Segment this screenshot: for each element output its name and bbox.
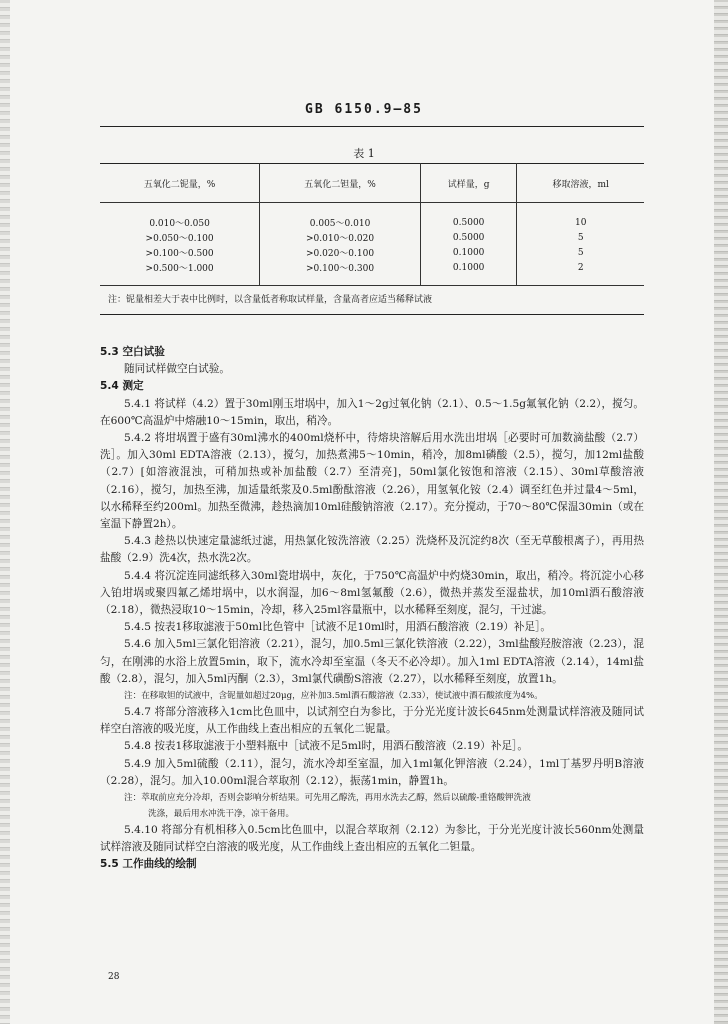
standard-header: GB 6150.9—85 <box>305 102 423 117</box>
table-cell: 0.010～0.050 <box>149 219 210 229</box>
paragraph-5-4-2: 5.4.2 将坩埚置于盛有30ml沸水的400ml烧杯中，待熔块溶解后用水洗出坩埚［必要时可加数滴盐酸（2.7）洗］。加入30ml EDTA溶液（2.13），搅匀，加热煮沸5～10min，稍冷，加8ml磷酸（2.5），搅匀，加12ml盐酸（2.7）[如溶液混浊，可稍加热或补加盐酸（2.7）至清亮]，50ml氯化铵饱和溶液（2.15）、30ml草酸溶液（2.16），搅匀，加热至沸，加适量纸浆及0.5ml酚酞溶液（2.26），用氢氧化铵（2.4）调至红色并过量4～5ml，以水稀释至约200ml。加热至微沸，趁热滴加10ml硅酸钠溶液（2.17）。充分搅动，于70～80℃保温30min（或在室温下静置2h）。 <box>100 432 644 531</box>
col-header: 移取溶液，ml <box>517 164 644 203</box>
table-cell: 10 <box>517 203 644 231</box>
page-number: 28 <box>108 972 120 982</box>
table-note: 注：铌量相差大于表中比例时，以含量低者称取试样量，含量高者应适当稀释试液 <box>100 286 644 315</box>
table-1 <box>100 163 644 315</box>
table-row <box>100 230 644 245</box>
table-cell: 0.1000 <box>420 260 517 286</box>
col-header: 试样量，g <box>420 164 517 203</box>
table-cell: 0.005～0.010 <box>260 203 421 231</box>
note-5-4-9: 注：萃取前应充分冷却，否则会影响分析结果。可先用乙醇洗，再用水洗去乙醇，然后以硫酸-重铬酸钾洗液 <box>124 793 531 804</box>
table-note-row <box>100 286 644 315</box>
paragraph-5-4-10: 5.4.10 将部分有机相移入0.5cm比色皿中，以混合萃取剂（2.12）为参比，于分光光度计波长560nm处测量试样溶液及随同试样空白溶液的吸光度，从工作曲线上查出相应的五氧化二钽量。 <box>100 824 644 854</box>
header-rule <box>100 126 644 127</box>
section-5-3-title: 5.3 空白试验 <box>100 346 165 358</box>
table-cell: 0.5000 <box>420 230 517 245</box>
paragraph-5-4-4: 5.4.4 将沉淀连同滤纸移入30ml瓷坩埚中，灰化，于750℃高温炉中灼烧30min，取出，稍冷。将沉淀小心移入铂坩埚或聚四氟乙烯坩埚中，以水润湿，加6～8ml氢氟酸（2.6），微热并蒸发至湿盐状，加10ml酒石酸溶液（2.18），微热浸取10～15min，冷却，移入25ml容量瓶中，以水稀释至刻度，混匀，干过滤。 <box>100 569 644 617</box>
table-cell: 5 <box>517 230 644 245</box>
paragraph-5-4-6: 5.4.6 加入5ml三氯化铝溶液（2.21），混匀，加0.5ml三氯化铁溶液（2.22），3ml盐酸羟胺溶液（2.23），混匀，在刚沸的水浴上放置5min，取下，流水冷却至室温（冬天不必冷却）。加入1ml EDTA溶液（2.14），14ml盐酸（2.8），混匀，加入5ml丙酮（2.3），3ml氯代磺酚S溶液（2.27），以水稀释至刻度，放置1h。 <box>100 638 644 685</box>
table-cell: >0.500～1.000 <box>145 264 214 274</box>
section-5-5-title: 5.5 工作曲线的绘制 <box>100 858 197 871</box>
document-body <box>100 344 644 874</box>
paragraph-5-4-7: 5.4.7 将部分溶液移入1cm比色皿中，以试剂空白为参比，于分光光度计波长645nm处测量试样溶液及随同试样空白溶液的吸光度，从工作曲线上查出相应的五氧化二铌量。 <box>100 706 644 736</box>
paragraph-5-4-1: 5.4.1 将试样（4.2）置于30ml刚玉坩埚中，加入1～2g过氧化钠（2.1）、0.5～1.5g氟氧化钠（2.2），搅匀。在600℃高温炉中熔融10～15min，取出，稍冷。 <box>100 397 644 427</box>
table-row <box>100 203 644 231</box>
table-cell: >0.100～0.500 <box>145 249 214 259</box>
section-5-3-text: 随同试样做空白试验。 <box>124 363 230 376</box>
paragraph-5-4-5: 5.4.5 按表1移取滤液于50ml比色管中［试液不足10ml时，用酒石酸溶液（2.19）补足］。 <box>124 621 551 634</box>
table-cell: 2 <box>517 260 644 286</box>
table-cell: >0.020～0.100 <box>260 245 421 260</box>
table-row <box>100 260 644 286</box>
section-5-4-title: 5.4 测定 <box>100 380 144 393</box>
table-header-row <box>100 164 644 203</box>
table-cell: >0.010～0.020 <box>260 230 421 245</box>
table-cell: 0.5000 <box>420 203 517 231</box>
table-row <box>100 245 644 260</box>
table-caption: 表 1 <box>353 147 375 160</box>
col-header: 五氧化二铌量，% <box>100 164 260 203</box>
table-cell: >0.100～0.300 <box>260 260 421 286</box>
table-cell: 5 <box>517 245 644 260</box>
table-cell: >0.050～0.100 <box>145 234 214 244</box>
paragraph-5-4-3: 5.4.3 趁热以快速定量滤纸过滤，用热氯化铵洗溶液（2.25）洗烧杯及沉淀约8次（至无草酸根离子），再用热盐酸（2.9）洗4次，热水洗2次。 <box>100 535 644 565</box>
paragraph-5-4-9: 5.4.9 加入5ml硫酸（2.11），混匀，流水冷却至室温，加入1ml氟化钾溶液（2.24），1ml丁基罗丹明B溶液（2.28），混匀。加入10.00ml混合萃取剂（2.12），振荡1min，静置1h。 <box>100 757 644 787</box>
col-header: 五氧化二钽量，% <box>260 164 421 203</box>
note-5-4-6: 注：在移取钽的试液中，含铌量如超过20μg，应补加3.5ml酒石酸溶液（2.33），使试液中酒石酸浓度为4%。 <box>124 691 543 702</box>
table-cell: 0.1000 <box>420 245 517 260</box>
note-5-4-9-continued: 洗涤，最后用水冲洗干净，凉干备用。 <box>148 809 295 820</box>
paragraph-5-4-8: 5.4.8 按表1移取滤液于小塑料瓶中［试液不足5ml时，用酒石酸溶液（2.19）补足］。 <box>124 740 528 753</box>
